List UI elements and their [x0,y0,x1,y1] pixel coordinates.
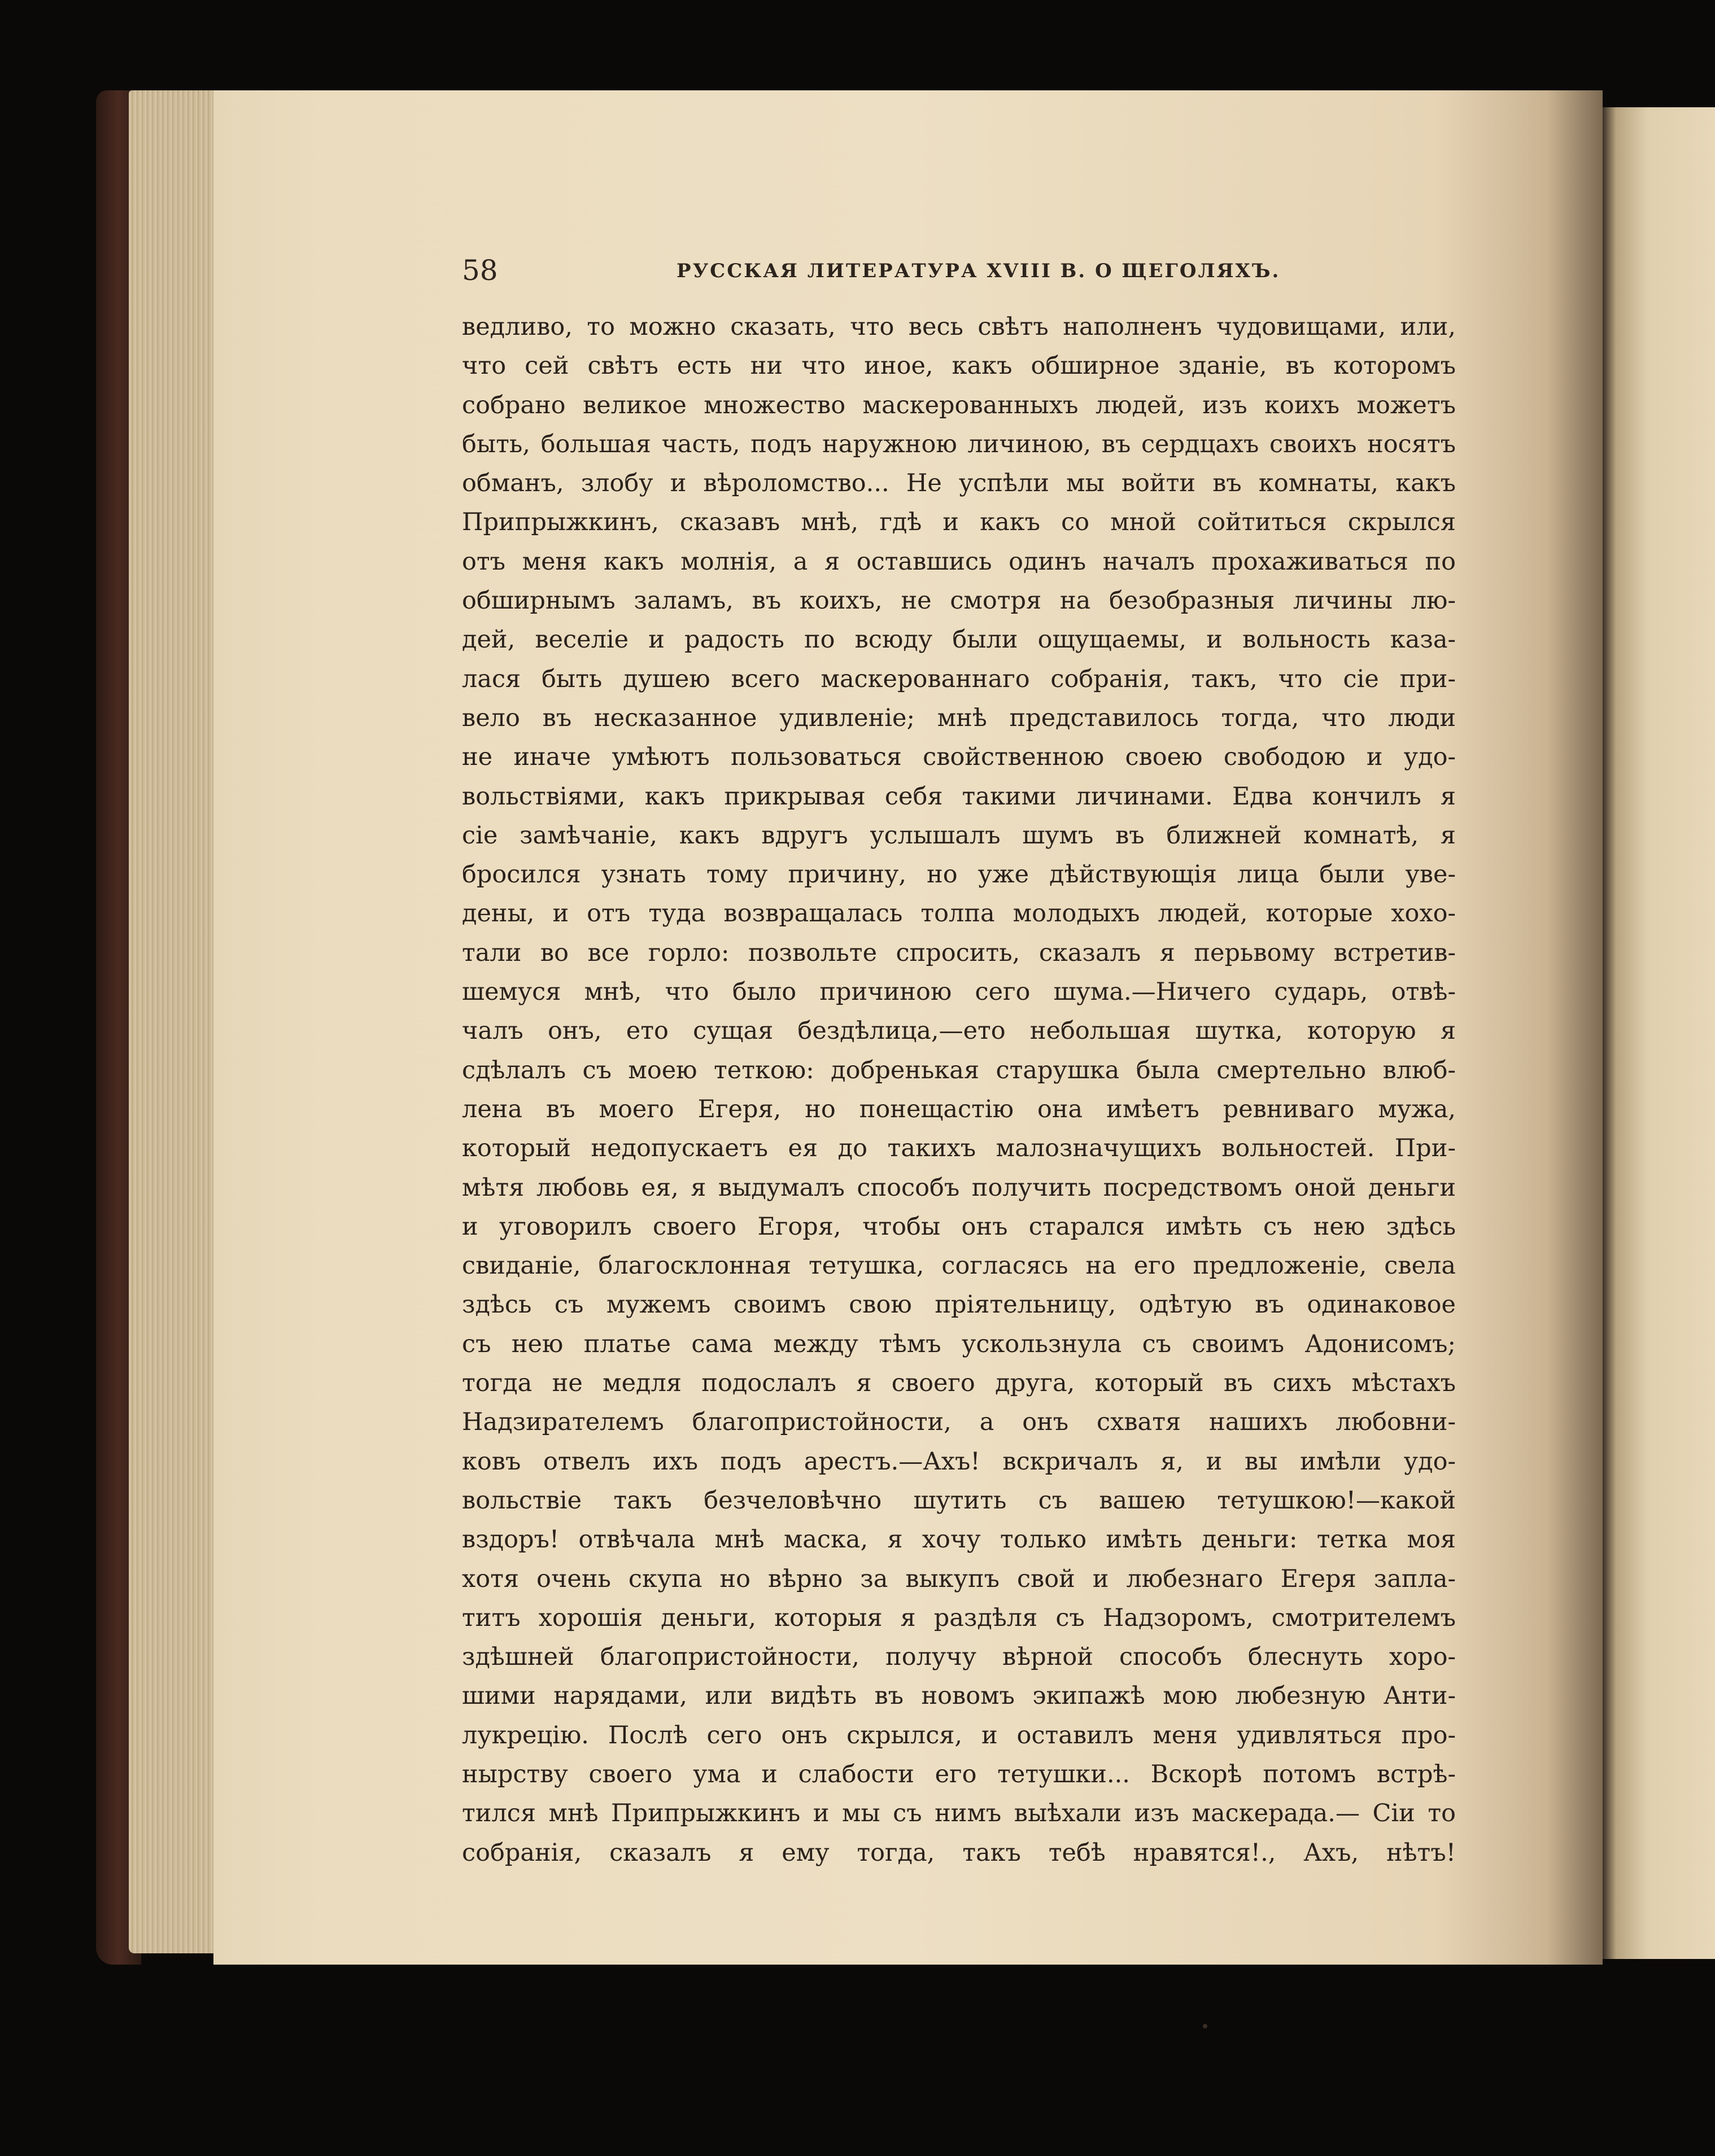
text-line: хотя очень скупа но вѣрно за выкупъ свой и любезнаго Егеря запла- [462,1564,1456,1593]
text-line: отъ меня какъ молнія, а я оставшись одинъ началъ прохаживаться по [462,547,1456,576]
text-line: съ нею платье сама между тѣмъ ускользнула съ своимъ Адонисомъ; [462,1330,1456,1358]
text-line: вздоръ! отвѣчала мнѣ маска, я хочу только имѣть деньги: тетка моя [462,1525,1456,1554]
text-line: титъ хорошія деньги, которыя я раздѣля съ Надзоромъ, смотрителемъ [462,1603,1456,1632]
running-head [462,254,1450,288]
text-line: вольствіями, какъ прикрывая себя такими личинами. Едва кончилъ я [462,782,1456,811]
text-line: бросился узнать тому причину, но уже дѣйствующія лица были уве- [462,860,1456,889]
text-line: собранія, сказалъ я ему тогда, такъ тебѣ нравятся!., Ахъ, нѣтъ! [462,1838,1456,1867]
text-line: что сей свѣтъ есть ни что иное, какъ обширное зданіе, въ которомъ [462,352,1456,381]
header-title: РУССКАЯ ЛИТЕРАТУРА XVIII В. О ЩЕГОЛЯХЪ. [677,260,1281,282]
text-line: шемуся мнѣ, что было причиною сего шума.—Ничего сударь, отвѣ- [462,978,1456,1007]
ink-speck [1203,2024,1207,2028]
text-line: собрано великое множество маскерованныхъ людей, изъ коихъ можетъ [462,391,1456,419]
text-line: не иначе умѣютъ пользоваться свойственною своею свободою и удо- [462,743,1456,772]
text-line: ведливо, то можно сказать, что весь свѣтъ наполненъ чудовищами, или, [462,313,1456,341]
text-line: сдѣлалъ съ моею теткою: добренькая старушка была смертельно влюб- [462,1056,1456,1084]
text-line: мѣтя любовь ея, я выдумалъ способъ получить посредствомъ оной деньги [462,1173,1456,1202]
page-stack-edges [129,90,219,1953]
text-line: лена въ моего Егеря, но понещастію она имѣетъ ревниваго мужа, [462,1095,1456,1123]
text-line: свиданіе, благосклонная тетушка, согласясь на его предложеніе, свела [462,1252,1456,1280]
text-line: обманъ, злобу и вѣроломство... Не успѣли мы войти въ комнаты, какъ [462,469,1456,498]
text-line: обширнымъ заламъ, въ коихъ, не смотря на безобразныя личины лю- [462,587,1456,615]
text-line: дей, веселіе и радость по всюду были ощущаемы, и вольность каза- [462,626,1456,654]
text-line: тился мнѣ Припрыжкинъ и мы съ нимъ выѣхали изъ маскерада.— Сіи то [462,1799,1456,1828]
text-line: вольствіе такъ безчеловѣчно шутить съ вашею тетушкою!—какой [462,1486,1456,1515]
text-line: нырству своего ума и слабости его тетушки... Вскорѣ потомъ встрѣ- [462,1760,1456,1788]
text-line: дены, и отъ туда возвращалась толпа молодыхъ людей, которые хохо- [462,899,1456,928]
text-line: тогда не медля подослалъ я своего друга, который въ сихъ мѣстахъ [462,1369,1456,1398]
text-line: который недопускаетъ ея до такихъ малозначущихъ вольностей. При- [462,1134,1456,1163]
text-line: и уговорилъ своего Егоря, чтобы онъ старался имѣть съ нею здѣсь [462,1212,1456,1241]
page-number: 58 [462,254,498,287]
text-line: ковъ отвелъ ихъ подъ арестъ.—Ахъ! вскричалъ я, и вы имѣли удо- [462,1447,1456,1476]
text-line: здѣсь съ мужемъ своимъ свою пріятельницу, одѣтую въ одинаковое [462,1291,1456,1319]
text-line: Припрыжкинъ, сказавъ мнѣ, гдѣ и какъ со мной сойтиться скрылся [462,508,1456,537]
body-text [462,308,1456,1873]
text-line: лукрецію. Послѣ сего онъ скрылся, и оставилъ меня удивляться про- [462,1721,1456,1750]
text-line: Надзирателемъ благопристойности, а онъ схватя нашихъ любовни- [462,1408,1456,1437]
text-line: сіе замѣчаніе, какъ вдругъ услышалъ шумъ въ ближней комнатѣ, я [462,821,1456,850]
text-line: лася быть душею всего маскерованнаго собранія, такъ, что сіе при- [462,664,1456,693]
text-line: шими нарядами, или видѣть въ новомъ экипажѣ мою любезную Анти- [462,1682,1456,1711]
text-line: быть, большая часть, подъ наружною личиною, въ сердцахъ своихъ носятъ [462,430,1456,458]
facing-page-edge [1603,107,1715,1959]
text-line: чалъ онъ, ето сущая бездѣлица,—ето небольшая шутка, которую я [462,1017,1456,1046]
text-line: здѣшней благопристойности, получу вѣрной способъ блеснуть хоро- [462,1643,1456,1672]
text-line: тали во все горло: позвольте спросить, сказалъ я перьвому встретив- [462,938,1456,967]
text-line: вело въ несказанное удивленіе; мнѣ представилось тогда, что люди [462,703,1456,732]
